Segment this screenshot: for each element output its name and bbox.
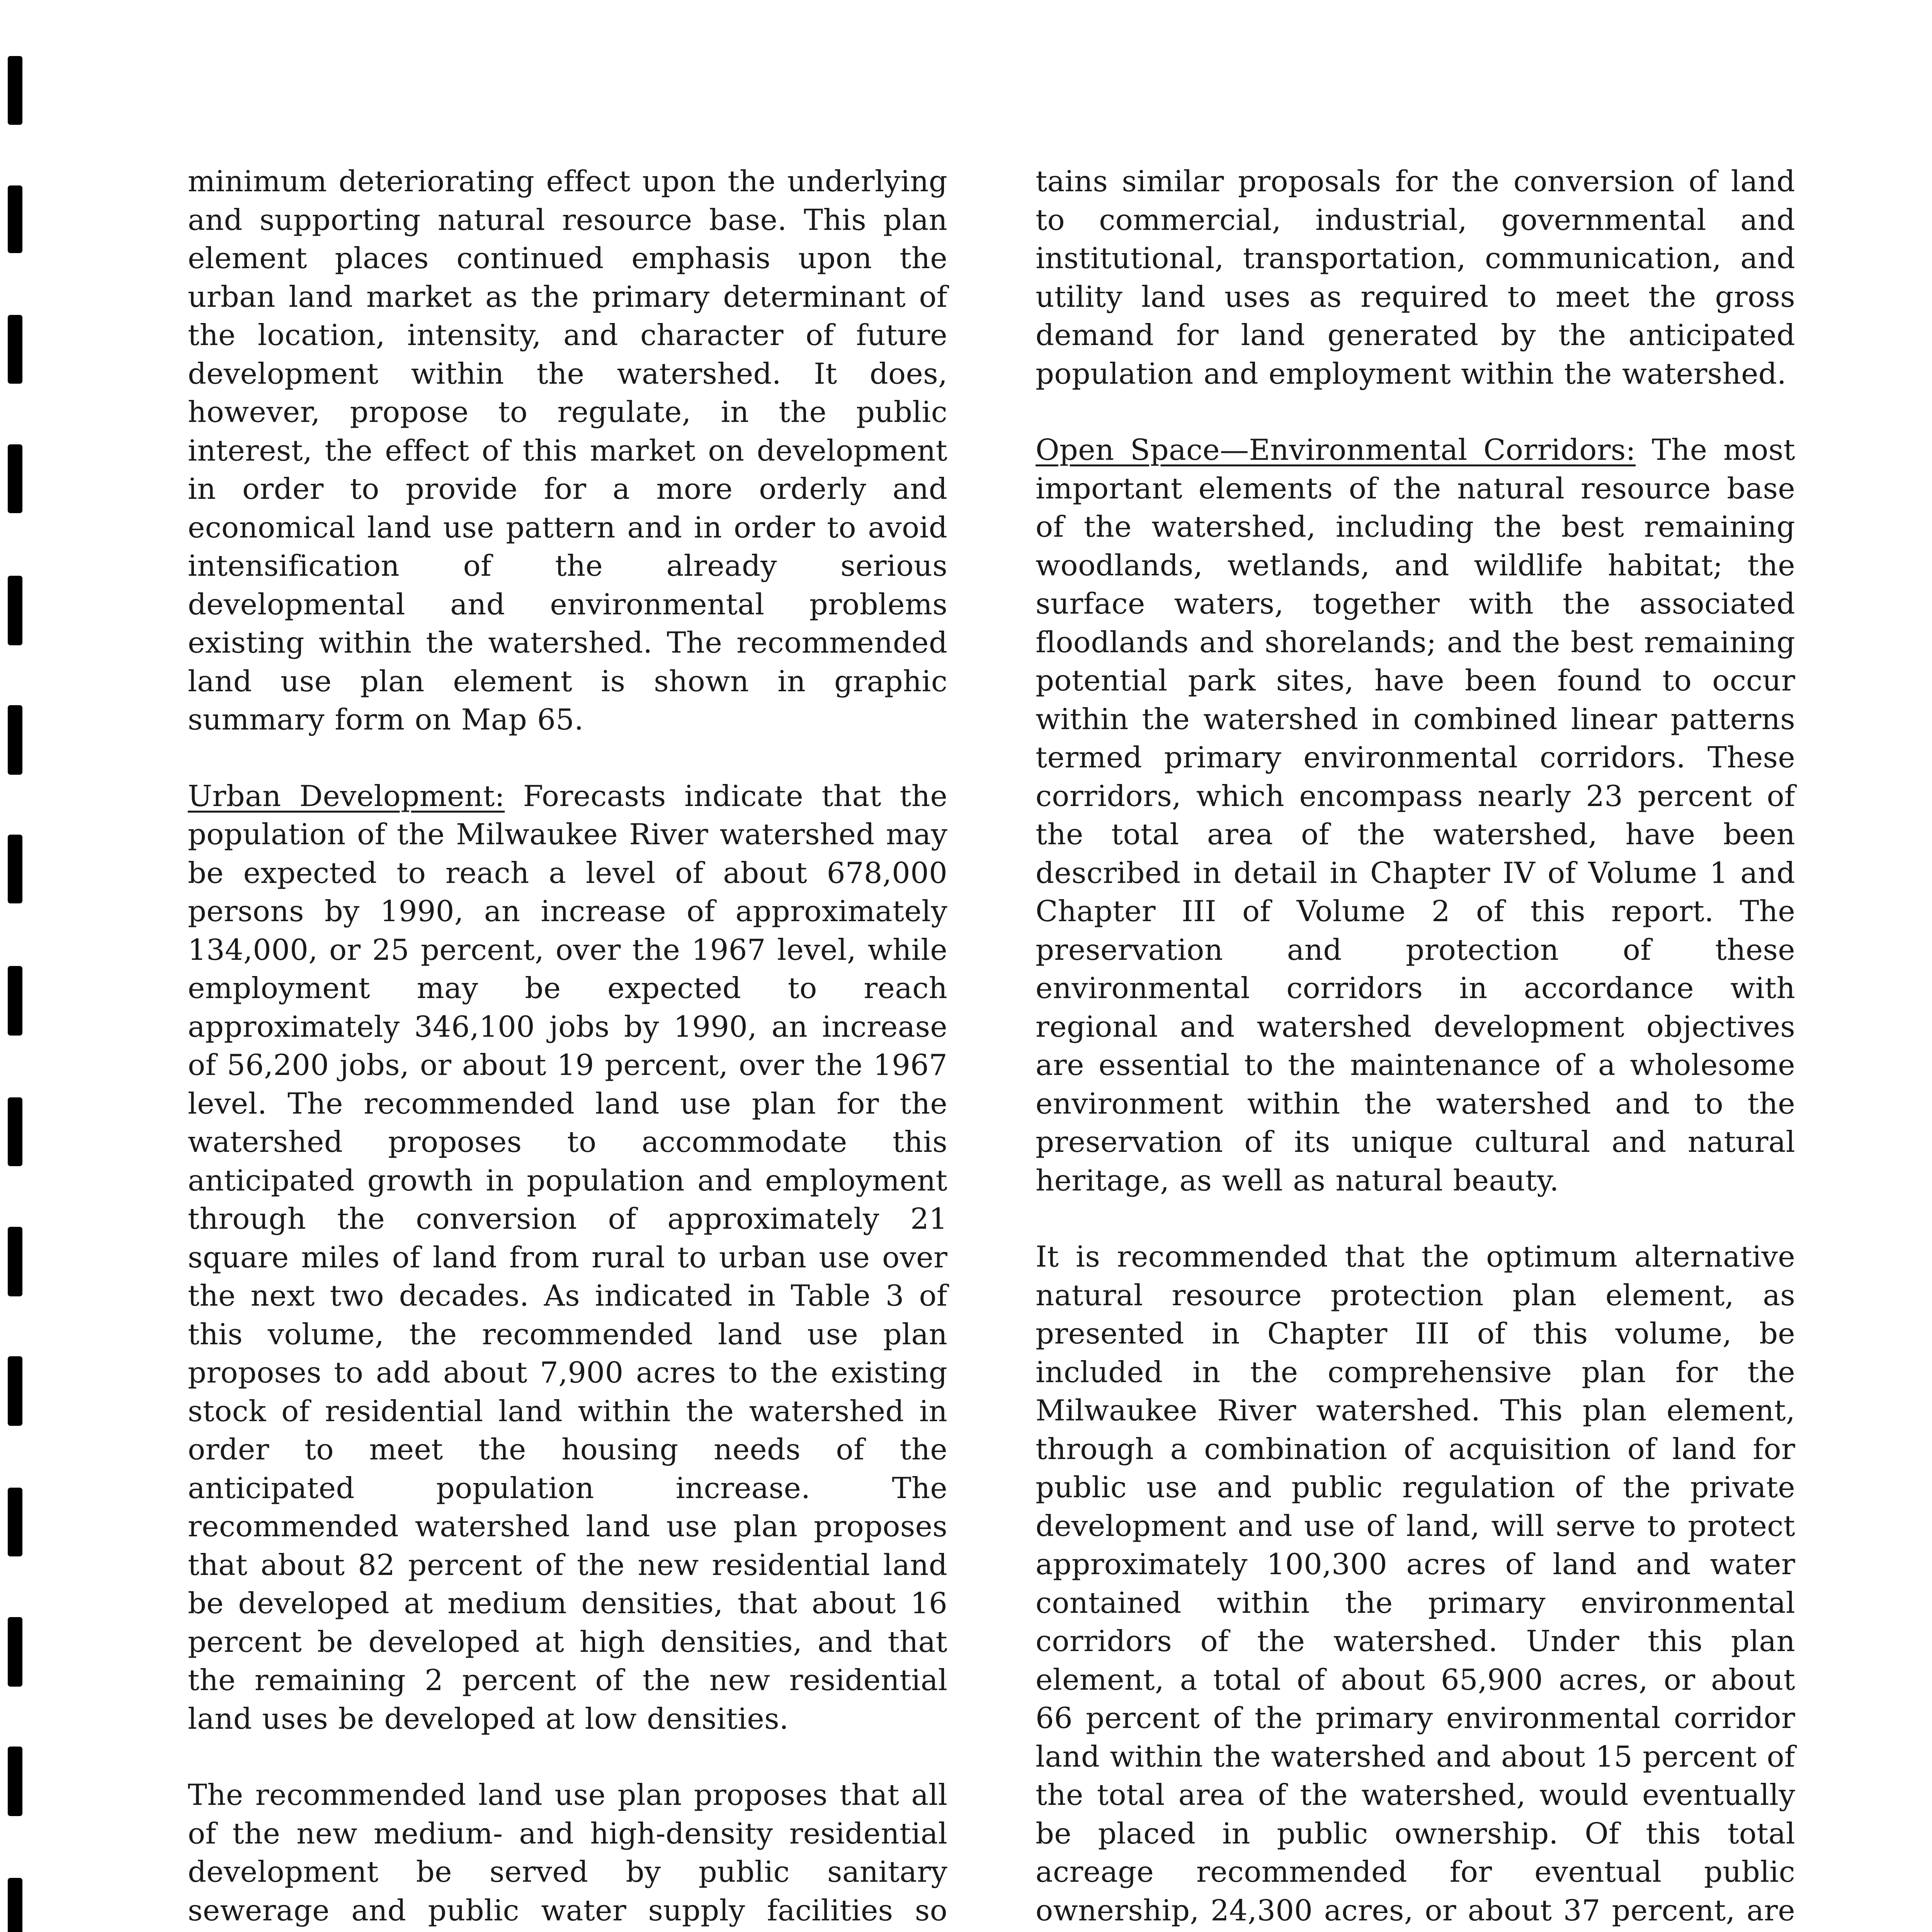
binding-mark: [8, 56, 22, 125]
binding-mark: [8, 185, 22, 253]
paragraph-open-space: [1036, 431, 1795, 1200]
heading-open-space-environmental-corridors: Open Space—Environmental Corridors:: [1036, 433, 1636, 467]
paragraph-text: Forecasts indicate that the population of the Milwaukee River watershed may be expected to reach a level of about 678,000 persons by 1990, an increase of approximately 134,000, or 25 percent, over the 1967 level, while employment may be expected to reach approximately 346,100 jobs by 1990, an increase of 56,200 jobs, or about 19 percent, over the 1967 level. The recommended land use plan for the watershed proposes to accommodate this anticipated growth in population and employment through the conversion of approximately 21 square miles of land from rural to urban use over the next two decades. As indicated in Table 3 of this volume, the recommended land use plan proposes to add about 7,900 acres to the existing stock of residential land within the watershed in order to meet the housing needs of the anticipated population increase. The recommended watershed land use plan proposes that about 82 percent of the new residential land be developed at medium densities, that about 16 percent be developed at high densities, and that the remaining 2 percent of the new residential land uses be developed at low densities.: [188, 779, 948, 1736]
paragraph-urban-development: [188, 777, 947, 1738]
binding-mark: [8, 1227, 22, 1296]
paragraph-land-market: minimum deteriorating effect upon the underlying and supporting natural resource base. This plan element places continued emphasis upon the urban land market as the primary determinant of the location, intensity, and character of future development within the watershed. It does, however, propose to regulate, in the public interest, the effect of this market on development in order to provide for a more orderly and economical land use pattern and in order to avoid intensification of the already serious developmental and environmental problems existing within the watershed. The recommended land use plan element is shown in graphic summary form on Map 65.: [188, 164, 947, 736]
binding-mark: [8, 1097, 22, 1166]
binding-mark: [8, 1488, 22, 1556]
binding-mark: [8, 1878, 22, 1932]
binding-mark: [8, 444, 22, 513]
heading-urban-development: Urban Development:: [188, 779, 505, 813]
binding-mark: [8, 1747, 22, 1816]
binding-mark: [8, 835, 22, 903]
binding-mark: [8, 1617, 22, 1687]
right-column: [1036, 162, 1795, 1932]
binding-mark: [8, 966, 22, 1036]
paragraph-text: The most important elements of the natural resource base of the watershed, including the best remaining woodlands, wetlands, and wildlife habitat; the surface waters, together with the associated floodlands and shorelands; and the best remaining potential park sites, have been found to occur within the watershed in combined linear patterns termed primary environmental corridors. These corridors, which encompass nearly 23 percent of the total area of the watershed, have been described in detail in Chapter IV of Volume 1 and Chapter III of Volume 2 of this report. The preservation and protection of these environmental corridors in accordance with regional and watershed development objectives are essential to the maintenance of a wholesome environment within the watershed and to the preservation of its unique cultural and natural heritage, as well as natural beauty.: [1036, 433, 1795, 1197]
left-column: [188, 162, 947, 1932]
binding-mark: [8, 705, 22, 775]
binding-mark: [8, 315, 22, 384]
paragraph-resource-protection: It is recommended that the optimum alternative natural resource protection plan element, as presented in Chapter III of this volume, be included in the comprehensive plan for the Milwaukee River watershed. This plan element, through a combination of acquisition of land for public use and public regulation of the private development and use of land, will serve to protect approximately 100,300 acres of land and water contained within the primary environmental corridors of the watershed. Under this plan element, a total of about 65,900 acres, or about 66 percent of the primary environmental corridor land within the watershed and about 15 percent of the total area of the watershed, would eventually be placed in public ownership. Of this total acreage recommended for eventual public ownership, 24,300 acres, or about 37 percent, are: [1036, 1240, 1795, 1927]
binding-mark: [8, 1356, 22, 1426]
binding-mark: [8, 576, 22, 645]
paragraph-sewerage-water: The recommended land use plan proposes that all of the new medium- and high-density residential development be served by public sanitary sewerage and public water supply facilities so: [188, 1778, 947, 1927]
paragraph-land-conversion: tains similar proposals for the conversion of land to commercial, industrial, governmental and institutional, transportation, communication, and utility land uses as required to meet the gross demand for land generated by the anticipated population and employment within the watershed.: [1036, 164, 1795, 391]
